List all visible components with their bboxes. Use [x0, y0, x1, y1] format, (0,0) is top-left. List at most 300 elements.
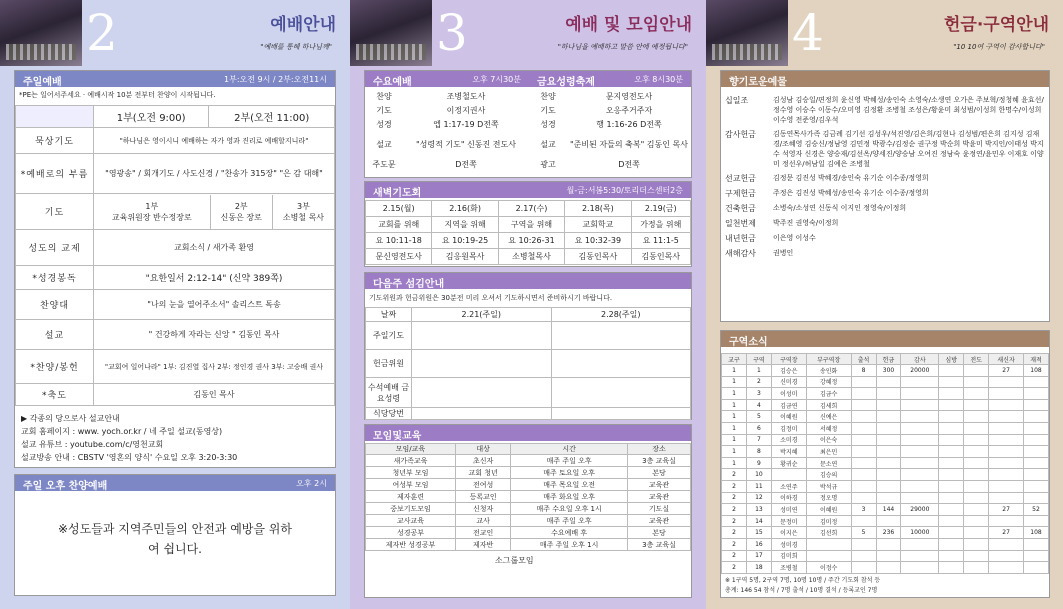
page-number: 3 — [436, 4, 468, 62]
group-footnote: ※ 1구역 5명, 2구역 7명, 10명 10명 / 주간 기도회 참석 등 — [725, 577, 881, 584]
column-header: 구역 — [746, 354, 771, 365]
table-cell: 매주 주일 오후 1시 — [511, 539, 628, 551]
table-cell — [851, 492, 876, 504]
table-cell — [876, 399, 901, 411]
table-cell — [939, 469, 964, 481]
column-header: 헌금 — [876, 354, 901, 365]
table-cell: 이지은 — [771, 527, 806, 539]
table-cell — [1024, 399, 1049, 411]
worship-photo — [0, 0, 82, 66]
table-cell: 초신자 — [455, 455, 510, 467]
table-cell — [1024, 550, 1049, 562]
table-row — [722, 422, 1049, 434]
table-cell: 매주 화요일 오후 — [511, 491, 628, 503]
notice-text: *PE는 일어서주세요 · 예배시작 10분 전부터 찬양이 시작됩니다. — [19, 91, 216, 99]
table-cell: 144 — [876, 504, 901, 516]
table-cell: 108 — [1024, 365, 1049, 377]
table-cell — [851, 562, 876, 574]
column-header: 심방 — [939, 354, 964, 365]
table-cell — [851, 411, 876, 423]
table-cell — [964, 527, 989, 539]
table-row — [722, 434, 1049, 446]
table-cell — [851, 422, 876, 434]
table-cell — [964, 365, 989, 377]
table-row — [722, 504, 1049, 516]
sunday-worship-card — [14, 70, 336, 468]
table-cell — [964, 504, 989, 516]
column-header: 교구 — [722, 354, 747, 365]
table-cell: 성미경 — [771, 538, 806, 550]
row-label: 성도의 교제 — [16, 230, 94, 266]
table-row — [366, 539, 691, 551]
table-cell: 10 — [746, 469, 771, 481]
table-cell — [939, 504, 964, 516]
table-cell — [851, 399, 876, 411]
table-cell: 13 — [746, 504, 771, 516]
table-cell — [1024, 422, 1049, 434]
offering-names: 주정은 김진성 박혜성/송인숙 유기순 이수종/정영희 — [773, 189, 929, 197]
row-value: "하나님은 영이시니 예배하는 자가 영과 진리로 예배할지니라" — [94, 128, 335, 154]
table-cell — [964, 388, 989, 400]
offering-label: 구제헌금 — [725, 189, 756, 198]
column-header: 구역장 — [771, 354, 806, 365]
row-value: 김동인 목사 — [94, 384, 335, 406]
table-cell: 8 — [746, 446, 771, 458]
table-cell: 성경공부 — [366, 527, 456, 539]
column-header: 새신자 — [989, 354, 1024, 365]
table-cell: 매주 주일 오후 — [511, 455, 628, 467]
dawn-table: 2.15(월) 2.16(화) 2.17(수) 2.18(목) 2.19(금) 교회를 위해 지역을 위해 구역을 위해 교회학교 가정을 위해 요 10:11-18 요 10:19-25 요 10:26-31 요 10:32-39 요 11:1-5 문신영전도사 김응원목사 소병철목사 김동인목사 김동인목사 — [365, 200, 691, 265]
table-row — [722, 399, 1049, 411]
table-cell: 김금수 — [806, 388, 851, 400]
page-title: 헌금·구역안내 — [944, 15, 1049, 35]
table-cell — [989, 411, 1024, 423]
table-cell: 27 — [989, 504, 1024, 516]
row-value: 교회소식 / 새가족 환영 — [94, 230, 335, 266]
table-cell: 2 — [722, 469, 747, 481]
table-cell — [989, 446, 1024, 458]
row-label: 찬양대 — [16, 290, 94, 320]
row-label: *성경봉독 — [16, 266, 94, 290]
table-cell: 2 — [722, 492, 747, 504]
table-cell: 20000 — [901, 365, 939, 377]
offerings-card — [720, 70, 1050, 322]
table-cell — [939, 411, 964, 423]
offering-names: 김정문 김진성 박혜경/송인숙 유기순 이수종/정영희 — [773, 174, 929, 182]
table-cell — [939, 457, 964, 469]
table-cell — [964, 434, 989, 446]
table-cell: 박석규 — [806, 480, 851, 492]
table-row — [366, 491, 691, 503]
table-row — [722, 550, 1049, 562]
table-cell: 이은숙 — [806, 434, 851, 446]
table-cell: 매주 목요일 오전 — [511, 479, 628, 491]
section-header: 모임및교육 — [365, 425, 691, 441]
table-cell — [989, 562, 1024, 574]
table-cell: 1 — [722, 399, 747, 411]
table-cell: 전교인 — [455, 527, 510, 539]
column-header: 전도 — [964, 354, 989, 365]
table-cell — [851, 457, 876, 469]
table-cell: 1 — [722, 446, 747, 458]
table-row — [366, 467, 691, 479]
table-cell: 52 — [1024, 504, 1049, 516]
table-cell — [876, 446, 901, 458]
table-cell — [989, 457, 1024, 469]
table-row — [722, 469, 1049, 481]
table-cell: 소연주 — [771, 480, 806, 492]
table-cell: 5 — [851, 527, 876, 539]
row-label: 기도 — [16, 194, 94, 230]
table-cell: 2 — [722, 504, 747, 516]
table-cell — [876, 376, 901, 388]
congregation-photo — [706, 0, 788, 66]
offering-names: 소병숙/소성연 신동식 이지인 정영숙/이정희 — [773, 204, 907, 212]
page-title: 예배 및 모임안내 — [565, 15, 692, 35]
table-cell: 김정미 — [771, 422, 806, 434]
offering-label: 내년헌금 — [725, 234, 756, 243]
table-cell: 1 — [722, 457, 747, 469]
table-cell — [1024, 562, 1049, 574]
friday-header: 금요성령축제 오후 8시30분 — [529, 71, 691, 87]
table-cell: 1 — [722, 388, 747, 400]
table-cell: 1 — [722, 376, 747, 388]
table-cell — [964, 376, 989, 388]
table-cell: 29000 — [901, 504, 939, 516]
page-subtitle: "하나님을 예배하고 말씀 안에 예정됩니다" — [557, 43, 688, 51]
table-cell — [939, 492, 964, 504]
table-cell — [1024, 376, 1049, 388]
offering-row — [721, 188, 1049, 199]
offering-label: 새해감사 — [725, 249, 756, 258]
table-cell: 등록교인 — [455, 491, 510, 503]
offering-row — [721, 173, 1049, 184]
offering-row — [721, 129, 1049, 169]
table-cell: 3 — [851, 504, 876, 516]
table-cell: 신청자 — [455, 503, 510, 515]
group-footnote: 총계: 146 54 참석 / 7명 출석 / 10명 결석 / 등록교인 7명 — [725, 587, 878, 594]
info-line: ▶ 각종의 당으로사 설교안내 — [21, 414, 120, 423]
table-cell: 본당 — [628, 467, 691, 479]
table-cell — [876, 422, 901, 434]
meetings-card — [364, 424, 692, 598]
table-cell: 제자훈련 — [366, 491, 456, 503]
table-cell — [964, 515, 989, 527]
table-cell: 조병철 — [771, 562, 806, 574]
table-cell — [901, 446, 939, 458]
table-cell — [876, 538, 901, 550]
table-cell: 2 — [722, 515, 747, 527]
page-title: 예배안내 — [270, 15, 336, 35]
section-header: 다음주 섬김안내 — [365, 273, 691, 289]
table-cell — [939, 365, 964, 377]
table-cell: 이혜원 — [806, 504, 851, 516]
table-cell — [876, 388, 901, 400]
table-cell: 이혜원 — [771, 411, 806, 423]
table-cell — [939, 480, 964, 492]
table-cell: 27 — [989, 365, 1024, 377]
table-cell: 박지혜 — [771, 446, 806, 458]
table-cell: 김승은 — [771, 365, 806, 377]
next-week-table: 날짜 2.21(주일) 2.28(주일) 주일기도 헌금위원 수석예배 금요성령 식당당번 — [365, 307, 691, 420]
table-cell — [989, 469, 1024, 481]
table-cell — [989, 399, 1024, 411]
panel-header — [0, 0, 350, 66]
table-cell — [964, 446, 989, 458]
table-cell — [939, 388, 964, 400]
table-cell — [1024, 457, 1049, 469]
table-cell: 2 — [722, 527, 747, 539]
column-header: 감사 — [901, 354, 939, 365]
table-cell: 수요예배 후 — [511, 527, 628, 539]
table-cell: 7 — [746, 434, 771, 446]
table-cell — [964, 457, 989, 469]
table-cell: 14 — [746, 515, 771, 527]
table-cell — [1024, 480, 1049, 492]
table-cell — [964, 422, 989, 434]
table-cell: 5 — [746, 411, 771, 423]
info-line: 설교 유튜브 : youtube.com/c/영천교회 — [21, 440, 164, 449]
table-cell — [876, 457, 901, 469]
section-time: 1부:오전 9시 / 2부:오전11시 — [224, 75, 327, 84]
table-row — [366, 479, 691, 491]
offering-row — [721, 248, 1049, 259]
table-cell — [901, 480, 939, 492]
column-header: 재적 — [1024, 354, 1049, 365]
table-cell: 3 — [746, 388, 771, 400]
table-cell — [1024, 388, 1049, 400]
column-header: 출석 — [851, 354, 876, 365]
table-cell: 문정미 — [771, 515, 806, 527]
order-table: 1부(오전 9:00) 2부(오전 11:00) 묵상기도 "하나님은 영이시니 예배하는 자가 영과 진리로 예배할지니라" *예배로의 부름 "영광송" / 회개기도 / 사도신경 / "찬송가 315장" "은 감 대해" 기도 1부 교육위원장 반수정장로 2부 신동은 장로 3부 소병철 목사 성도의 교제 교회소식 / 새가족 환영 *성경봉독 "요한일서 2:12-14" (신약 389쪽) 찬양대 "나의 눈을 열어주소서" 솔리스트 독송 설교 " 건강하게 자라는 신앙 " 김동인 목사 *찬양/봉헌 "교회여 일어나라" 1부: 김진열 집사 2부: 정인경 권사 3부: 고승배 권사 *축도 김동인 목사 — [15, 105, 335, 406]
table-row — [722, 388, 1049, 400]
section-header: 향기로운예물 — [721, 71, 1049, 87]
table-cell — [989, 434, 1024, 446]
afternoon-worship-card — [14, 474, 336, 596]
table-cell: 김미희 — [771, 550, 806, 562]
table-cell — [806, 550, 851, 562]
table-cell: 18 — [746, 562, 771, 574]
small-group-title: 소그룹모임 — [495, 556, 534, 565]
table-cell — [851, 550, 876, 562]
row-value: "영광송" / 회개기도 / 사도신경 / "찬송가 315장" "은 감 대해" — [94, 154, 335, 194]
table-cell — [901, 469, 939, 481]
info-line: 교회 홈페이지 : www. yoch.or.kr / 네 주일 설교(동영상) — [21, 427, 223, 436]
offering-label: 건축헌금 — [725, 204, 756, 213]
row-label: *찬양/봉헌 — [16, 350, 94, 384]
table-cell — [939, 399, 964, 411]
offering-row — [721, 203, 1049, 214]
group-news-card — [720, 330, 1050, 598]
table-cell: 12 — [746, 492, 771, 504]
table-cell: 300 — [876, 365, 901, 377]
table-cell — [939, 550, 964, 562]
table-cell: 제자반 성경공부 — [366, 539, 456, 551]
meetings-table: 모임/교육 대상 시간 장소 새가족교육 초신자 매주 주일 오후 3층 교육실 청년부 모임 교회 청년 매주 토요일 오후 본당 여성부 모임 전여성 매주 목요일 오전 교육관 제자훈련 등록교인 매주 화요일 오후 교육관 중보기도모임 신청자 매주 수요일 오후 1시 기도실 교사교육 교사 매주 주일 오후 교육관 성경공부 전교인 수요예배 후 본당 제자반 성경공부 제자반 매주 주일 오후 1시 3층 교육실 — [365, 443, 691, 551]
panel-meetings — [350, 0, 706, 609]
table-cell — [964, 399, 989, 411]
table-cell — [964, 538, 989, 550]
table-cell: 2 — [722, 538, 747, 550]
table-cell: 매주 토요일 오후 — [511, 467, 628, 479]
table-cell: 서혜정 — [806, 422, 851, 434]
table-cell: 11 — [746, 480, 771, 492]
page-subtitle: "10 10여 구역이 감사합니다" — [953, 43, 1045, 51]
offering-names: 이은영 이성수 — [773, 234, 816, 242]
table-row — [366, 503, 691, 515]
offering-label: 감사헌금 — [725, 130, 756, 139]
page-number: 4 — [792, 4, 824, 62]
table-cell — [989, 550, 1024, 562]
table-cell: 교사교육 — [366, 515, 456, 527]
offering-names: 김동연목사가족 김금례 김기선 김성우/석진영/김은희/김현나 김성범/편은희 김지성 김재경/조혜영 김승신/정남영 김민정 박광수/김정순 권구정 박순희 박윤미 박지인/이태성 박지수 석영자 신경은 양승재/김선옥/양세진/양승남 오여진 정남숙 윤정연/윤민우 이재호 이양미 정선우/허남일 김예은 조병철 — [773, 130, 1044, 168]
table-cell: 소미경 — [771, 434, 806, 446]
prayer-leader-3: 소병철 목사 — [282, 212, 325, 222]
table-cell: 강혜정 — [806, 376, 851, 388]
table-cell: 청년부 모임 — [366, 467, 456, 479]
table-cell — [964, 480, 989, 492]
table-cell: 황귀순 — [771, 457, 806, 469]
table-cell: 매주 주일 오후 — [511, 515, 628, 527]
offering-names: 김성남 김승일/편정희 윤신영 박혜성/송인숙 소영숙/소생연 오가은 주보혁/정청혜 윤효선/정수영 이승수 이동수/오미영 김정환 조병철 조성은/황윤미 최성범/이성희 한명수/이성희 이수영 전준영/김우석 — [773, 96, 1044, 124]
table-cell — [901, 399, 939, 411]
table-cell — [1024, 411, 1049, 423]
table-cell: 교육관 — [628, 491, 691, 503]
table-cell — [901, 376, 939, 388]
table-cell — [964, 469, 989, 481]
row-value: "요한일서 2:12-14" (신약 389쪽) — [94, 266, 335, 290]
table-cell — [964, 562, 989, 574]
table-cell: 이하경 — [771, 492, 806, 504]
friday-table: 찬양 문지영전도사 기도 오응주거주자 성경 행 1:16-26 D전쪽 설교 "준비된 자들의 축복" 김동인 목사 광고 D전쪽 — [540, 91, 688, 169]
table-cell — [1024, 469, 1049, 481]
table-row — [722, 527, 1049, 539]
offering-row — [721, 233, 1049, 244]
table-cell: 김세희 — [806, 399, 851, 411]
col-first-service: 1부(오전 9:00) — [94, 106, 209, 128]
table-cell — [989, 422, 1024, 434]
table-cell — [876, 480, 901, 492]
table-cell — [939, 562, 964, 574]
table-cell — [939, 538, 964, 550]
panel-header — [350, 0, 706, 66]
table-cell — [876, 469, 901, 481]
table-cell — [771, 469, 806, 481]
offering-label: 선교헌금 — [725, 174, 756, 183]
table-cell: 27 — [989, 527, 1024, 539]
table-cell — [876, 515, 901, 527]
midweek-card — [364, 70, 692, 178]
offering-label: 십일조 — [725, 96, 749, 105]
table-cell: 이성미 — [771, 388, 806, 400]
table-cell — [806, 538, 851, 550]
row-value: "나의 눈을 열어주소서" 솔리스트 독송 — [94, 290, 335, 320]
row-label: 설교 — [16, 320, 94, 350]
table-row — [722, 562, 1049, 574]
table-cell: 문소연 — [806, 457, 851, 469]
table-cell: 새가족교육 — [366, 455, 456, 467]
col-second-service: 2부(오전 11:00) — [209, 106, 335, 128]
table-cell — [901, 388, 939, 400]
table-cell: 김승의 — [806, 469, 851, 481]
table-cell — [851, 376, 876, 388]
offering-row — [721, 95, 1049, 125]
section-header: 구역소식 — [721, 331, 1049, 347]
table-cell: 1 — [722, 434, 747, 446]
table-cell: 여성부 모임 — [366, 479, 456, 491]
table-cell: 김금연 — [771, 399, 806, 411]
table-cell — [989, 538, 1024, 550]
table-cell — [989, 388, 1024, 400]
section-time: 오후 2시 — [296, 479, 327, 488]
wednesday-header: 수요예배 오후 7시30분 — [365, 71, 529, 87]
dawn-prayer-card — [364, 181, 692, 267]
table-cell: 16 — [746, 538, 771, 550]
table-cell — [876, 411, 901, 423]
table-cell — [901, 422, 939, 434]
table-cell: 2 — [722, 550, 747, 562]
row-label: 묵상기도 — [16, 128, 94, 154]
table-cell: 성미연 — [771, 504, 806, 516]
table-cell — [939, 527, 964, 539]
table-cell: 김선희 — [806, 527, 851, 539]
section-header: 새벽기도회 월-금:서봄5:30/토리더스센터2층 — [365, 182, 691, 198]
table-cell: 1 — [722, 365, 747, 377]
table-cell — [851, 446, 876, 458]
page-subtitle: "예배를 통해 하나님께" — [260, 43, 332, 51]
table-cell: 4 — [746, 399, 771, 411]
table-row — [722, 492, 1049, 504]
offering-names: 박주진 권영숙/이정희 — [773, 219, 839, 227]
table-row — [722, 538, 1049, 550]
table-cell: 교육관 — [628, 479, 691, 491]
table-cell: 이정수 — [806, 562, 851, 574]
table-cell — [851, 538, 876, 550]
table-cell — [964, 492, 989, 504]
table-cell: 제자반 — [455, 539, 510, 551]
table-cell: 3층 교육실 — [628, 539, 691, 551]
table-cell — [876, 550, 901, 562]
table-cell — [939, 422, 964, 434]
offering-label: 일천번제 — [725, 219, 756, 228]
table-cell — [1024, 434, 1049, 446]
row-label: *축도 — [16, 384, 94, 406]
group-table — [721, 353, 1049, 574]
table-cell — [989, 376, 1024, 388]
table-cell: 기도실 — [628, 503, 691, 515]
table-cell — [901, 562, 939, 574]
table-cell — [901, 492, 939, 504]
table-cell — [851, 388, 876, 400]
table-cell — [851, 469, 876, 481]
table-cell — [901, 457, 939, 469]
table-cell — [1024, 446, 1049, 458]
table-row — [722, 515, 1049, 527]
table-row — [722, 446, 1049, 458]
table-row — [722, 376, 1049, 388]
next-week-note: 기도위원과 헌금위원은 30분전 미리 오셔서 기도하시면서 준비하시기 바랍니다. — [369, 294, 613, 302]
table-cell: 15 — [746, 527, 771, 539]
table-cell: 신예은 — [806, 411, 851, 423]
closing-notice: ※성도들과 지역주민들의 안전과 예방을 위하여 쉽니다. — [58, 522, 292, 556]
table-cell: 1 — [722, 411, 747, 423]
section-header — [15, 475, 335, 491]
next-week-card — [364, 272, 692, 420]
table-cell: 17 — [746, 550, 771, 562]
table-row — [366, 527, 691, 539]
table-cell — [851, 515, 876, 527]
table-cell — [964, 411, 989, 423]
